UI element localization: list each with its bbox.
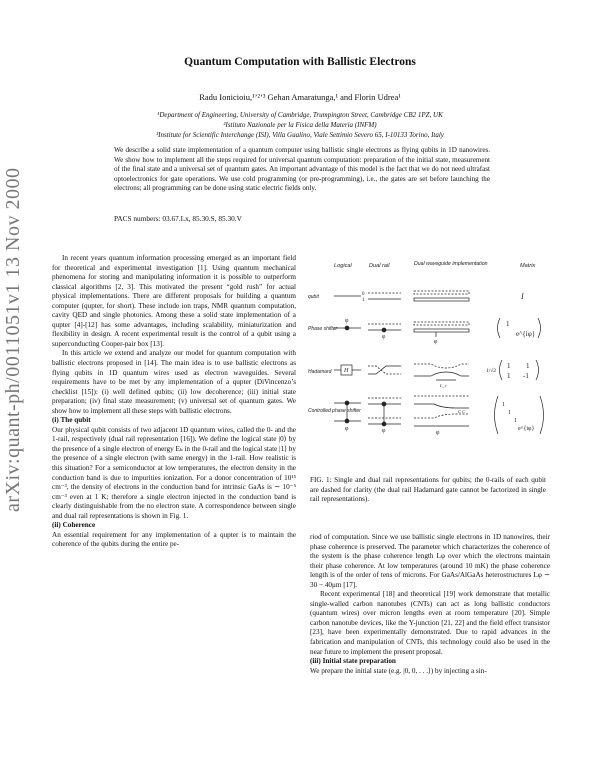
matrix-bracket-left	[500, 360, 503, 380]
affiliation-3: ³Institute for Scientific Interchange (ISI), Villa Gualino, Viale Settimio Severo 65, I-10133 Torino, Italy	[156, 131, 444, 139]
paragraph: Recent experimental [18] and theoretical [19] work demonstrate that metallic single-walled carbon nanotubes (CNTs) can act as long ballistic conductors (quantum wires) over micron lengths even at room temperature [20]. Simple carbon nanotube devices, like the Y-junction [21, 22] and the field effect transistor [23], have been experimentally demonstrated. Due to rapid advances in the fabrication and manipulation of CNTs, this technology could also be used in the near future to implement the present proposal.	[310, 590, 550, 656]
header-dual-rail: Dual rail	[369, 263, 390, 269]
affiliation-1: ¹Department of Engineering, University of Cambridge, Trumpington Street, Cambridge CB2 1PZ, UK	[157, 111, 443, 119]
pacs-numbers: PACS numbers: 03.67.Lx, 85.30.S, 85.30.V	[114, 214, 242, 223]
row-label-phase-shifter: Phase shifter	[308, 326, 338, 332]
waveguide-0	[414, 364, 469, 368]
matrix-entry: 1	[502, 402, 505, 408]
paper-title: Quantum Computation with Ballistic Electrons	[184, 56, 416, 68]
waveguide-1	[414, 329, 469, 332]
phase-label: φ	[436, 430, 440, 436]
matrix-entry: 1	[526, 362, 530, 370]
matrix-entry: e^{iφ}	[516, 330, 536, 338]
matrix-bracket-left	[495, 396, 499, 434]
right-column	[310, 533, 550, 676]
section-heading: (ii) Coherence	[52, 521, 96, 530]
waveguide-0	[414, 322, 469, 325]
matrix-bracket-right	[540, 396, 544, 434]
matrix-entry: e^{iφ}	[518, 426, 535, 432]
matrix-bracket-left	[498, 318, 501, 338]
phase-label: φ	[345, 426, 349, 432]
phase-label: φ	[382, 334, 386, 340]
control-dot	[345, 401, 349, 405]
hadamard-prefactor: 1/√2	[486, 368, 497, 374]
phase-label: φ	[382, 428, 386, 434]
waveguide-0	[414, 291, 469, 294]
phase-label: φ	[434, 339, 438, 345]
matrix-bracket-right	[538, 318, 541, 338]
target-dot	[382, 422, 386, 426]
matrix-bracket-right	[536, 360, 539, 380]
header-implementation: Dual waveguide implementation	[414, 261, 488, 267]
abstract: We describe a solid state implementation of a quantum computer using ballistic single electrons as flying qubits in 1D nanowires. We show how to implement all the steps required for universal quantum computation: preparation of the initial state, measurement of the final state and a universal set of quantum gates. An important advantage of this model is the fact that we do not need ultrafast optoelectronics for gate operations. We use cold programming (or pre-programming), i.e., the gates are set before launching the electrons; all programming can be done using static electric fields only.	[114, 146, 490, 193]
row-label-controlled-phase: Controlled phase shifter	[308, 408, 361, 414]
affiliation-2: ²Istituto Nazionale per la Fisica della Materia (INFM)	[223, 121, 377, 129]
matrix-entry: -1	[523, 372, 529, 380]
identity-matrix: I	[521, 292, 524, 301]
matrix-entry: 1	[514, 418, 517, 424]
paragraph: In recent years quantum information processing emerged as an important field for theoretical and experimental investigation [1]. Using quantum mechanical phenomena for storing and manipulating information it is possible to outperform classical algorithms [2, 3]. This motivated the present “gold rush” for actual physical implementations. There are different proposals for building a quantum computer (qupter, for short). These include ion traps, NMR quantum computation, cavity QED and single photonics. Among these a solid state implementation of a qupter [4]-[12] has some advantages, including scalability, miniaturization and flexibility in design. A recent experimental result is the control of a qubit using a superconducting Cooper-pair box [13].	[52, 254, 296, 348]
paragraph: We prepare the initial state (e.g. |0, 0, . . .⟩) by injecting a sin-	[310, 666, 487, 675]
coupling-length-label: L_c	[440, 383, 447, 388]
header-matrix: Matrix	[520, 263, 536, 269]
arxiv-identifier: arXiv:quant-ph/0011051v1 13 Nov 2000	[2, 167, 24, 512]
section-heading: (iii) Initial state preparation	[310, 657, 396, 666]
paragraph: Our physical qubit consists of two adjacent 1D quantum wires, called the 0- and the 1-rail, respectively (dual rail representation [16]). We define the logical state |0⟩ by the presence of a single electron of energy Eₖ in the 0-rail and the logical state |1⟩ by the presence of a single electron (with same energy) in the 1-rail. How realistic is this situation? For a semiconductor at low temperatures, the electron density in the conduction band is due to impurities ionization. For a donor concentration of 10¹⁵ cm⁻³, the density of electrons in the conduction band for intrinsic GaAs is ∼ 10⁻⁵ cm⁻³ even at 1 K; therefore a single electron injected in the conduction band is clearly distinguishable from the no electron state. A correspondence between single and dual rail representations is shown in Fig. 1.	[52, 425, 296, 520]
row-label-hadamard: Hadamard	[308, 369, 332, 375]
figure-caption: FIG. 1: Single and dual rail representations for qubits; the 0-rails of each qubit are dashed for clarity (the dual rail Hadamard gate cannot be factorized in single rail representations).	[310, 476, 546, 503]
figure-1-diagram	[306, 258, 546, 473]
header-logical: Logical	[334, 263, 352, 269]
author-list: Radu Ionicioiu,¹ʼ²ʼ³ Gehan Amaratunga,¹ and Florin Udrea¹	[199, 92, 401, 102]
waveguide-1	[414, 404, 469, 408]
rail-0-label: 0	[362, 292, 365, 297]
waveguide-1	[414, 372, 469, 376]
phase-dot	[345, 326, 349, 330]
waveguide-1	[414, 298, 469, 301]
target-dot	[345, 419, 349, 423]
paragraph: In this article we extend and analyze our model for quantum computation with ballistic electrons proposed in [14]. The main idea is to use ballistic electrons as flying qubits in 1D quantum wires used as electron waveguides. Several requirements have to be met by any implementation of a qupter (DiVincenzo’s checklist [15]): (i) well defined qubits; (ii) low decoherence; (iii) initial state preparation; (iv) final state measurement; (v) universal set of quantum gates. We show how to implement all these steps with ballistic electrons.	[52, 349, 296, 415]
matrix-entry: 1	[508, 410, 511, 416]
cc-label: C C	[458, 409, 466, 414]
matrix-entry: 1	[506, 320, 510, 328]
row-label-qubit: qubit	[308, 294, 319, 300]
paragraph: An essential requirement for any implementation of a qupter is to maintain the coherence of the qubits during the entire pe-	[52, 530, 296, 549]
phase-dot	[382, 328, 386, 332]
rail-1-label: 1	[362, 298, 365, 303]
paragraph: riod of computation. Since we use ballistic single electrons in 1D nanowires, their phase coherence is preserved. The parameter which characterizes the coherence of the system is the phase coherence length Lφ over which the electrons maintain their phase coherence. At low temperatures (around 10 mK) the phase coherence length is of the order of tens of microns. For GaAs/AlGaAs heterostructures Lφ ∼ 30 − 40μm [17].	[310, 533, 550, 589]
control-dot	[382, 402, 386, 406]
matrix-entry: 1	[507, 372, 511, 380]
waveguide-0	[414, 414, 469, 418]
matrix-entry: 1	[507, 362, 511, 370]
hadamard-label: H	[344, 368, 349, 374]
left-column	[52, 254, 296, 550]
section-heading: (i) The qubit	[52, 416, 91, 425]
phase-label: φ	[345, 318, 349, 324]
